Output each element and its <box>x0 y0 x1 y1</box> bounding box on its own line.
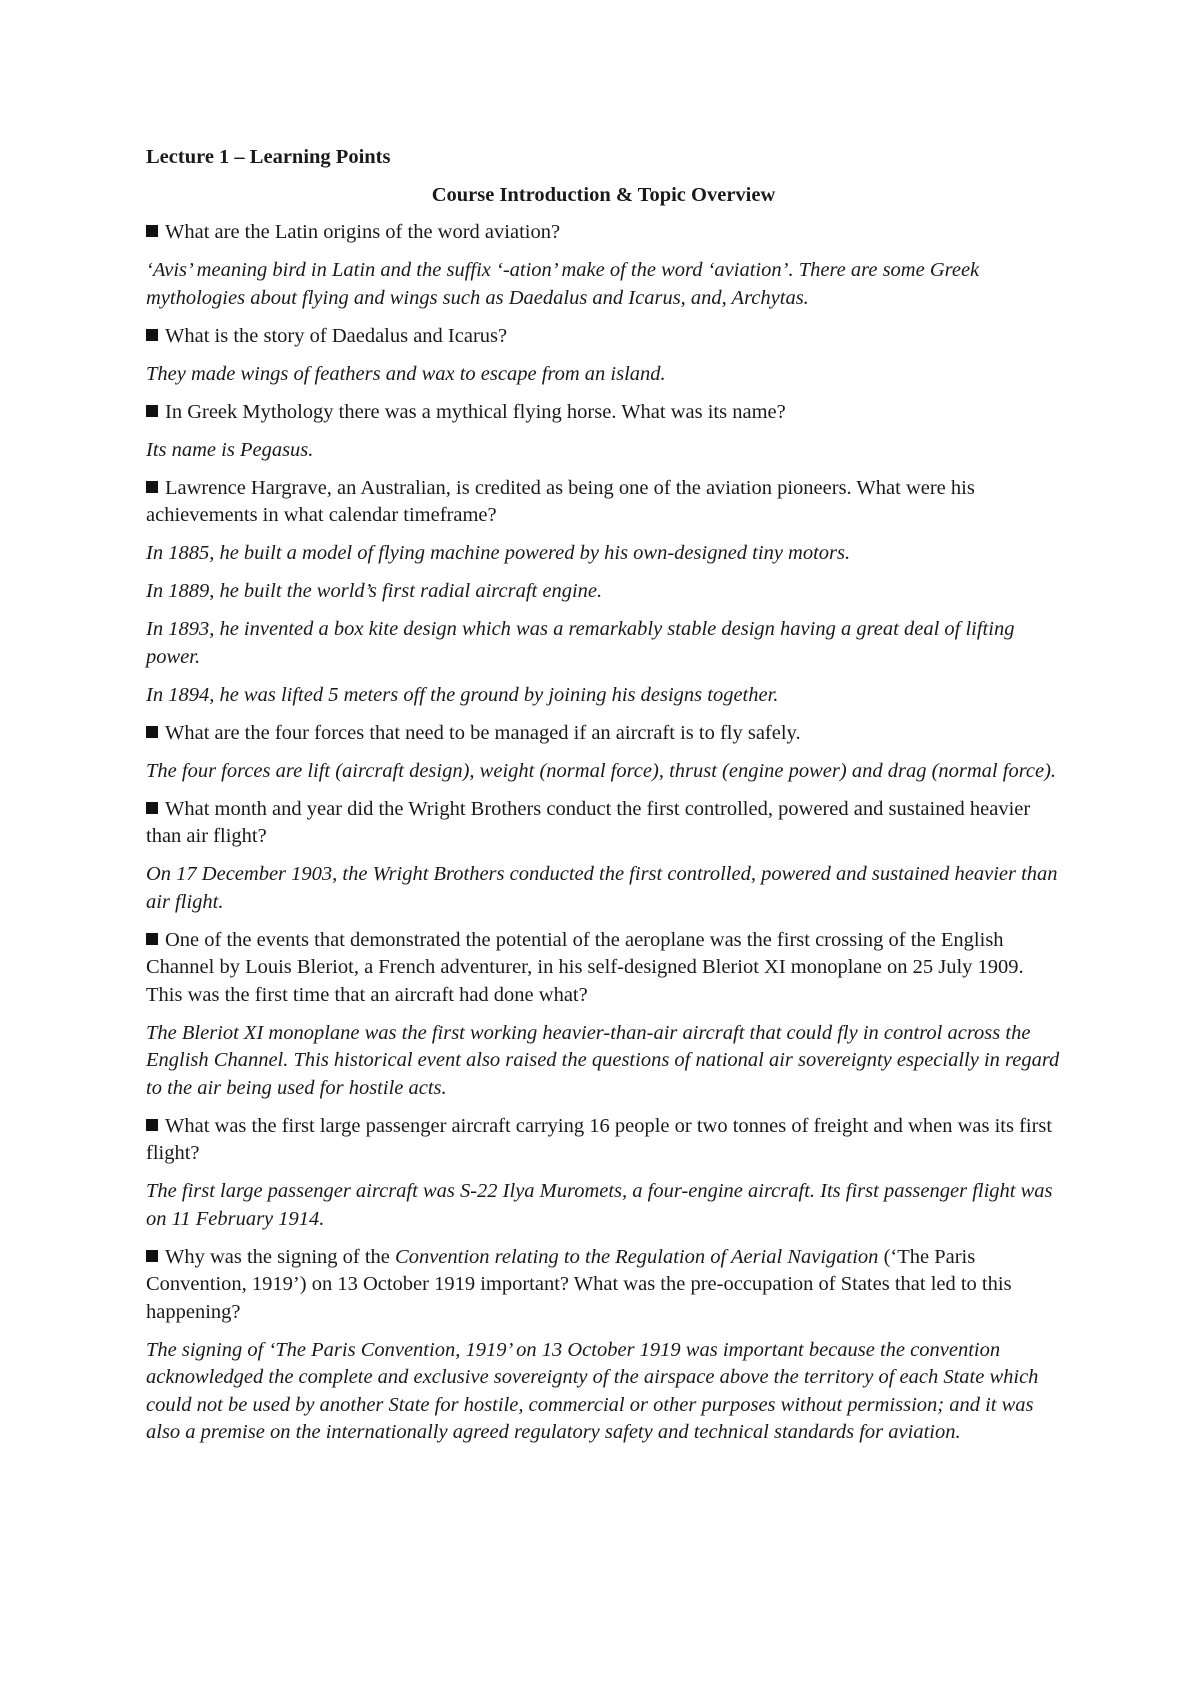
square-bullet-icon <box>146 1119 158 1131</box>
answer-4-1893: In 1893, he invented a box kite design which was a remarkably stable design having a great deal of lifting power. <box>146 618 1015 668</box>
question-7: One of the events that demonstrated the potential of the aeroplane was the first crossing of the English Channel by Louis Bleriot, a French adventurer, in his self-designed Bleriot XI monoplane on 25 July 1909. This was the first time that an aircraft had done what? <box>146 928 1024 1006</box>
answer-9: The signing of ‘The Paris Convention, 1919’ on 13 October 1919 was important because the convention acknowledged the complete and exclusive sovereignty of the airspace above the territory of each State which could not be used by another State for hostile, commercial or other purposes without permission; and it was also a premise on the internationally agreed regulatory safety and technical standards for aviation. <box>146 1338 1039 1443</box>
question-9: Why was the signing of the Convention relating to the Regulation of Aerial Navigation (‘The Paris Convention, 1919’) on 13 October 1919 important? What was the pre-occupation of States that led to this happening? <box>146 1245 1012 1323</box>
answer-5: The four forces are lift (aircraft design), weight (normal force), thrust (engine power) and drag (normal force). <box>146 759 1057 782</box>
question-8: What was the first large passenger aircraft carrying 16 people or two tonnes of freight and when was its first flight? <box>146 1114 1053 1164</box>
square-bullet-icon <box>146 1250 158 1262</box>
square-bullet-icon <box>146 405 158 417</box>
answer-2: They made wings of feathers and wax to escape from an island. <box>146 362 666 385</box>
square-bullet-icon <box>146 933 158 945</box>
square-bullet-icon <box>146 225 158 237</box>
answer-6: On 17 December 1903, the Wright Brothers conducted the first controlled, powered and sustained heavier than air flight. <box>146 863 1058 913</box>
question-2: What is the story of Daedalus and Icarus? <box>146 323 1061 351</box>
document-page <box>146 143 1061 1457</box>
answer-8: The first large passenger aircraft was S-22 Ilya Muromets, a four-engine aircraft. Its first passenger flight was on 11 February 1914. <box>146 1180 1053 1230</box>
question-3: In Greek Mythology there was a mythical flying horse. What was its name? <box>146 399 1061 427</box>
square-bullet-icon <box>146 329 158 341</box>
answer-3: Its name is Pegasus. <box>146 438 314 461</box>
question-5: What are the four forces that need to be managed if an aircraft is to fly safely. <box>146 720 1061 748</box>
square-bullet-icon <box>146 481 158 493</box>
answer-4-1894: In 1894, he was lifted 5 meters off the ground by joining his designs together. <box>146 683 779 706</box>
document-subtitle: Course Introduction & Topic Overview <box>431 184 776 206</box>
question-1: What are the Latin origins of the word aviation? <box>146 219 1061 247</box>
question-4: Lawrence Hargrave, an Australian, is credited as being one of the aviation pioneers. What were his achievements in what calendar timeframe? <box>146 476 975 526</box>
question-6: What month and year did the Wright Brothers conduct the first controlled, powered and sustained heavier than air flight? <box>146 797 1031 847</box>
square-bullet-icon <box>146 726 158 738</box>
document-title: Lecture 1 – Learning Points <box>146 146 391 168</box>
answer-7: The Bleriot XI monoplane was the first working heavier-than-air aircraft that could fly in control across the English Channel. This historical event also raised the questions of national air sovereignty especially in regard to the air being used for hostile acts. <box>146 1021 1060 1099</box>
answer-4-1889: In 1889, he built the world’s first radial aircraft engine. <box>146 580 603 602</box>
answer-1: ‘Avis’ meaning bird in Latin and the suffix ‘-ation’ make of the word ‘aviation’. There are some Greek mythologies about flying and wings such as Daedalus and Icarus, and, Archytas. <box>146 259 980 309</box>
answer-4-1885: In 1885, he built a model of flying machine powered by his own-designed tiny motors. <box>146 542 851 564</box>
square-bullet-icon <box>146 802 158 814</box>
